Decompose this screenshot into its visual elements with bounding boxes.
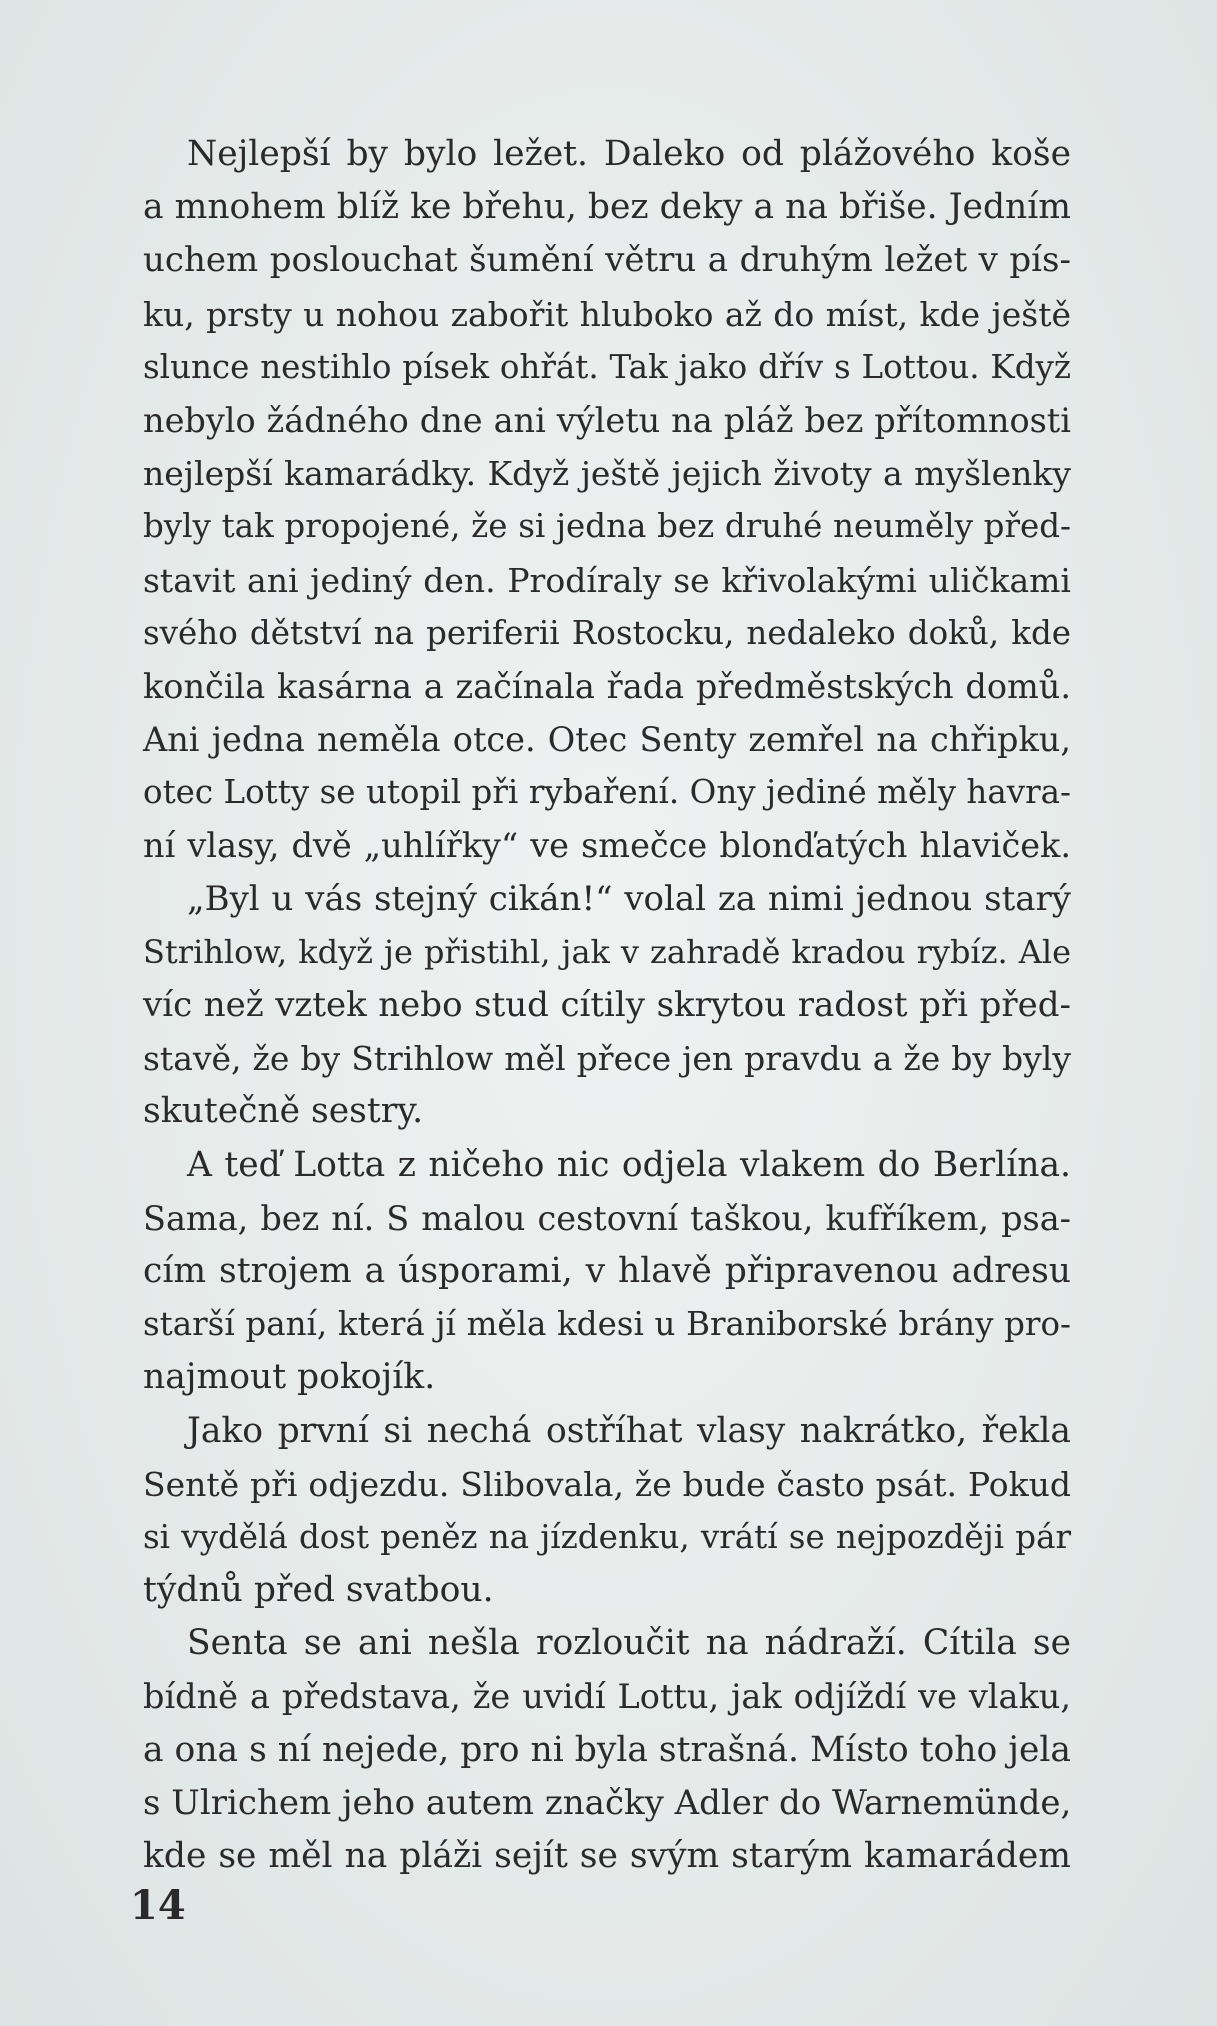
text-line: stavit ani jediný den. Prodíraly se křivolakými uličkami: [143, 560, 1071, 600]
text-line: Senta se ani nešla rozloučit na nádraží. Cítila se: [187, 1623, 1071, 1664]
text-line: ní vlasy, dvě „uhlířky“ ve smečce blonďatých hlaviček.: [143, 826, 1071, 866]
text-line: Ani jedna neměla otce. Otec Senty zemřel na chřipku,: [143, 720, 1071, 760]
text-line: nejlepší kamarádky. Když ještě jejich životy a myšlenky: [143, 454, 1071, 494]
text-line: cím strojem a úsporami, v hlavě připravenou adresu: [143, 1250, 1071, 1291]
text-line: skutečně sestry.: [143, 1091, 424, 1132]
text-line: a ona s ní nejede, pro ni byla strašná. Místo toho jela: [143, 1729, 1071, 1770]
text-line: Sama, bez ní. S malou cestovní taškou, kufříkem, psa-: [143, 1198, 1071, 1238]
page-number: 14: [130, 1882, 186, 1929]
text-line: starší paní, která jí měla kdesi u Braniborské brány pro-: [143, 1305, 1071, 1344]
text-line: nebylo žádného dne ani výletu na pláž bez přítomnosti: [143, 400, 1071, 440]
text-line: si vydělá dost peněz na jízdenku, vrátí se nejpozději pár: [143, 1517, 1071, 1556]
text-line: týdnů před svatbou.: [143, 1570, 494, 1611]
text-line: uchem poslouchat šumění větru a druhým ležet v pís-: [143, 240, 1071, 281]
text-line: Jako první si nechá ostříhat vlasy nakrátko, řekla: [187, 1410, 1071, 1451]
text-line: s Ulrichem jeho autem značky Adler do Warnemünde,: [143, 1782, 1072, 1823]
text-line: Sentě při odjezdu. Slibovala, že bude často psát. Pokud: [143, 1464, 1071, 1504]
text-line: byly tak propojené, že si jedna bez druhé neuměly před-: [143, 507, 1071, 546]
text-line: slunce nestihlo písek ohřát. Tak jako dřív s Lottou. Když: [143, 347, 1071, 386]
text-line: stavě, že by Strihlow měl přece jen pravdu a že by byly: [143, 1039, 1071, 1079]
text-line: „Byl u vás stejný cikán!“ volal za nimi jednou starý: [187, 878, 1071, 919]
text-line: Strihlow, když je přistihl, jak v zahradě kradou rybíz. Ale: [143, 932, 1071, 971]
text-line: otec Lotty se utopil při rybaření. Ony jediné měly havra-: [143, 773, 1071, 812]
text-line: bídně a představa, že uvidí Lottu, jak odjíždí ve vlaku,: [143, 1677, 1071, 1717]
text-line: svého dětství na periferii Rostocku, nedaleko doků, kde: [143, 613, 1071, 652]
text-line: kde se měl na pláži sejít se svým starým kamarádem: [143, 1836, 1071, 1876]
text-line: A teď Lotta z ničeho nic odjela vlakem do Berlína.: [187, 1144, 1071, 1185]
text-line: víc než vztek nebo stud cítily skrytou radost při před-: [143, 985, 1071, 1025]
text-line: najmout pokojík.: [143, 1357, 436, 1398]
text-line: Nejlepší by bylo ležet. Daleko od plážového koše: [187, 134, 1071, 174]
text-line: končila kasárna a začínala řada předměstských domů.: [143, 666, 1071, 706]
text-line: ku, prsty u nohou zabořit hluboko až do míst, kde ještě: [143, 294, 1071, 334]
text-line: a mnohem blíž ke břehu, bez deky a na břiše. Jedním: [143, 187, 1071, 228]
body-text: [143, 128, 1071, 1883]
